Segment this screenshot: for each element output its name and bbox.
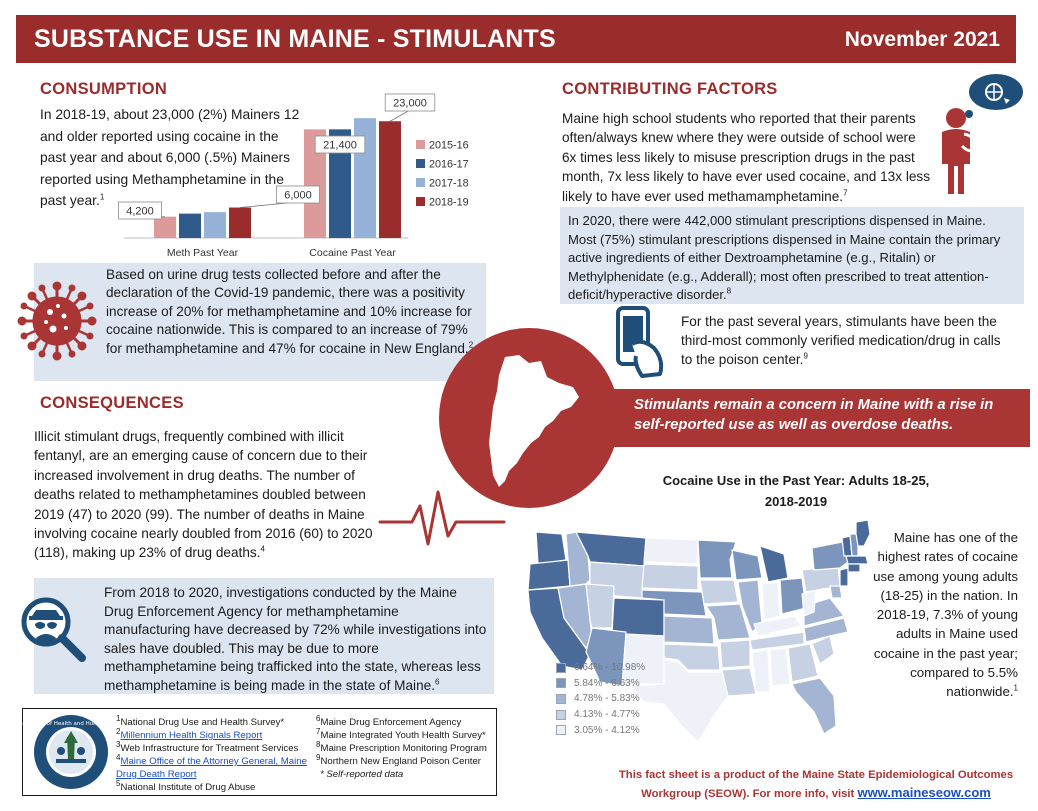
source-item — [316, 713, 494, 729]
state-ia — [700, 580, 738, 604]
map-legend-label: 6.64% - 10.98% — [574, 662, 646, 674]
source-number: 4 — [116, 752, 121, 762]
chart-category-label: Meth Past Year — [166, 247, 239, 259]
page-title: SUBSTANCE USE IN MAINE - STIMULANTS — [34, 25, 556, 53]
source-text: National Drug Use and Health Survey* — [120, 717, 285, 728]
state-ct — [848, 564, 860, 572]
map-legend-item — [556, 722, 645, 738]
data-label-meth-2018-19: 6,000 — [284, 189, 312, 202]
data-label-meth-2015-16: 4,200 — [126, 205, 154, 218]
page-date: November 2021 — [844, 28, 1000, 51]
enforcement-text: From 2018 to 2020, investigations conducted by the Maine Drug Enforcement Agency for methamphetamine manufacturing have decreased by 72% while investigations into sales have doubled. This may be due to more methamphetamine being trafficked into the state, whereas less methamphetamine is being made in the state of Maine.$^6$ — [104, 585, 487, 693]
legend-swatch-2016-17 — [416, 159, 425, 168]
key-finding-text: Stimulants remain a concern in Maine with a rise in self-reported use as well as overdose deaths. — [634, 397, 994, 433]
map-legend-item — [556, 676, 645, 692]
virus-icon — [18, 282, 96, 360]
consequences-text: Illicit stimulant drugs, frequently combined with illicit fentanyl, are an emerging cause of concern due to their increased involvement in drug deaths. The number of deaths related to methamphetamines doubled between 2019 (47) to 2020 (99). The number of deaths in Maine involving cocaine nearly doubled from 2016 (60) to 2020 (118), making up 23% of drug deaths.$^4$ — [34, 429, 373, 561]
source-text: Maine Drug Enforcement Agency — [320, 717, 462, 728]
source-number: 1 — [116, 713, 121, 723]
thinking-person-icon — [936, 70, 1028, 198]
consumption-bar-chart — [110, 90, 480, 262]
state-la — [722, 668, 756, 696]
contributing-text: Maine high school students who reported that their parents often/always knew where they were outside of school were 6x times less likely to misuse prescription drugs in the past month, 7x less likely to have ever used cocaine, and 13x less likely to have ever used methamamphetamine.$^7$ — [562, 111, 930, 204]
state-sd — [642, 564, 698, 590]
map-title-line1: Cocaine Use in the Past Year: Adults 18-25, — [662, 473, 930, 488]
map-legend-label: 4.78% - 5.83% — [574, 693, 640, 705]
state-nj — [840, 568, 848, 586]
state-nd — [644, 538, 698, 564]
map-legend-item — [556, 660, 645, 676]
state-mn — [698, 540, 736, 578]
map-legend-swatch — [556, 694, 566, 704]
source-item[interactable] — [116, 726, 312, 742]
footer-website-link[interactable]: www.maineseow.com — [857, 785, 991, 800]
source-text: National Institute of Drug Abuse — [120, 782, 256, 793]
map-legend — [556, 660, 645, 738]
seal-text: Department of Health and Human Services — [11, 721, 131, 727]
source-link[interactable]: Millennium Health Signals Report — [120, 730, 263, 741]
state-ks — [664, 616, 714, 644]
source-number: 2 — [116, 726, 121, 736]
consequences-heading: CONSEQUENCES — [40, 394, 184, 412]
map-side-text: Maine has one of the highest rates of cocaine use among young adults (18-25) in the nation. In 2018-19, 7.3% of young adults in Maine used cocaine in the past year; compared to 5.5% nationwide.$^1$ — [873, 530, 1018, 700]
source-item — [316, 739, 494, 755]
consumption-heading: CONSUMPTION — [40, 80, 168, 98]
bar-cocaine-2018-19 — [379, 121, 401, 238]
state-mi — [760, 546, 788, 582]
self-reported-note: * Self-reported data — [320, 769, 404, 780]
map-legend-label: 4.13% - 4.77% — [574, 709, 640, 721]
state-ar — [720, 640, 750, 668]
source-link[interactable]: Maine Office of the Attorney General, Maine Drug Death Report — [116, 756, 307, 780]
footer-line1: This fact sheet is a product of the Maine State Epidemiological Outcomes — [618, 769, 1014, 781]
source-item — [316, 752, 494, 768]
state-ga — [788, 644, 818, 682]
map-legend-item — [556, 691, 645, 707]
source-number: 9 — [316, 752, 321, 762]
source-item[interactable] — [116, 752, 312, 781]
bar-meth-2015-16 — [154, 217, 176, 238]
footer-credit — [600, 767, 1032, 803]
state-ut — [586, 584, 614, 628]
source-item — [116, 778, 312, 794]
legend-label-2018-19: 2018-19 — [429, 196, 469, 209]
contributing-heading: CONTRIBUTING FACTORS — [562, 80, 778, 98]
data-label-cocaine-2018-19: 23,000 — [393, 97, 427, 110]
poison-text: For the past several years, stimulants have been the third-most commonly verified medication/drug in calls to the poison center.$^9$ — [681, 314, 1001, 367]
legend-swatch-2015-16 — [416, 140, 425, 149]
map-title-line2: 2018-2019 — [764, 494, 828, 509]
state-md — [830, 586, 842, 598]
map-legend-item — [556, 707, 645, 723]
source-text: Maine Integrated Youth Health Survey* — [320, 730, 486, 741]
map-title — [628, 470, 964, 512]
map-legend-swatch — [556, 663, 566, 673]
data-label-cocaine-2015-16: 21,400 — [323, 139, 357, 152]
source-item — [116, 713, 312, 729]
sources-left-list — [116, 713, 312, 794]
footer-line2: Workgroup (SEOW). For more info, visit www.maineseow.com — [641, 785, 991, 800]
sources-right-list — [316, 713, 494, 781]
map-legend-swatch — [556, 678, 566, 688]
source-item — [316, 726, 494, 742]
state-al — [770, 648, 790, 686]
source-text: Northern New England Poison Center — [320, 756, 481, 767]
map-legend-swatch — [556, 725, 566, 735]
dhhs-seal-logo — [11, 713, 131, 791]
legend-label-2017-18: 2017-18 — [429, 177, 469, 190]
bar-meth-2017-18 — [204, 212, 226, 238]
magnifier-agent-icon — [16, 594, 96, 664]
source-number: 6 — [316, 713, 321, 723]
state-co — [612, 598, 664, 636]
map-legend-label: 3.05% - 4.12% — [574, 724, 640, 736]
legend-label-2015-16: 2015-16 — [429, 139, 469, 152]
bar-meth-2016-17 — [179, 214, 201, 238]
legend-swatch-2017-18 — [416, 178, 425, 187]
state-fl — [792, 678, 836, 734]
source-text: Web Infrastructure for Treatment Services — [120, 743, 299, 754]
state-wi — [732, 550, 762, 580]
source-item — [116, 739, 312, 755]
source-number: 7 — [316, 726, 321, 736]
source-number: 5 — [116, 778, 121, 788]
chart-category-label: Cocaine Past Year — [309, 247, 396, 259]
prescriptions-text: In 2020, there were 442,000 stimulant prescriptions dispensed in Maine. Most (75%) stimulant prescriptions dispensed in Maine contain the primary active ingredients of either Dextroamphetamine (e.g., Ritalin) or Methylphenidate (e.g., Adderall); most often prescribed to treat attention-deficit/hyperactive disorder.$^8$ — [568, 213, 1001, 303]
map-legend-label: 5.84% - 6.63% — [574, 677, 640, 689]
maine-state-emblem — [433, 325, 625, 511]
source-number: 3 — [116, 739, 121, 749]
source-text: Maine Prescription Monitoring Program — [320, 743, 487, 754]
data-label-cocaine-2018-19-leader — [390, 110, 410, 121]
state-wv — [802, 590, 816, 616]
legend-swatch-2018-19 — [416, 197, 425, 206]
legend-label-2016-17: 2016-17 — [429, 158, 469, 171]
state-wa — [536, 532, 566, 564]
source-number: 8 — [316, 739, 321, 749]
state-or — [528, 560, 570, 590]
state-in — [762, 582, 780, 620]
bar-meth-2018-19 — [229, 208, 251, 238]
consumption-text: In 2018-19, about 23,000 (2%) Mainers 12 and older reported using cocaine in the past year and about 6,000 (.5%) Mainers reported using Methamphetamine in the past year.$^1$ — [40, 107, 300, 208]
map-legend-swatch — [556, 710, 566, 720]
covid-text: Based on urine drug tests collected before and after the declaration of the Covid-19 pandemic, there was a positivity increase of 20% for methamphetamine and 10% increase for cocaine nationwide. This is compared to an increase of 79% for methamphetamine and 47% for cocaine in New England.$^2$ — [106, 267, 474, 356]
